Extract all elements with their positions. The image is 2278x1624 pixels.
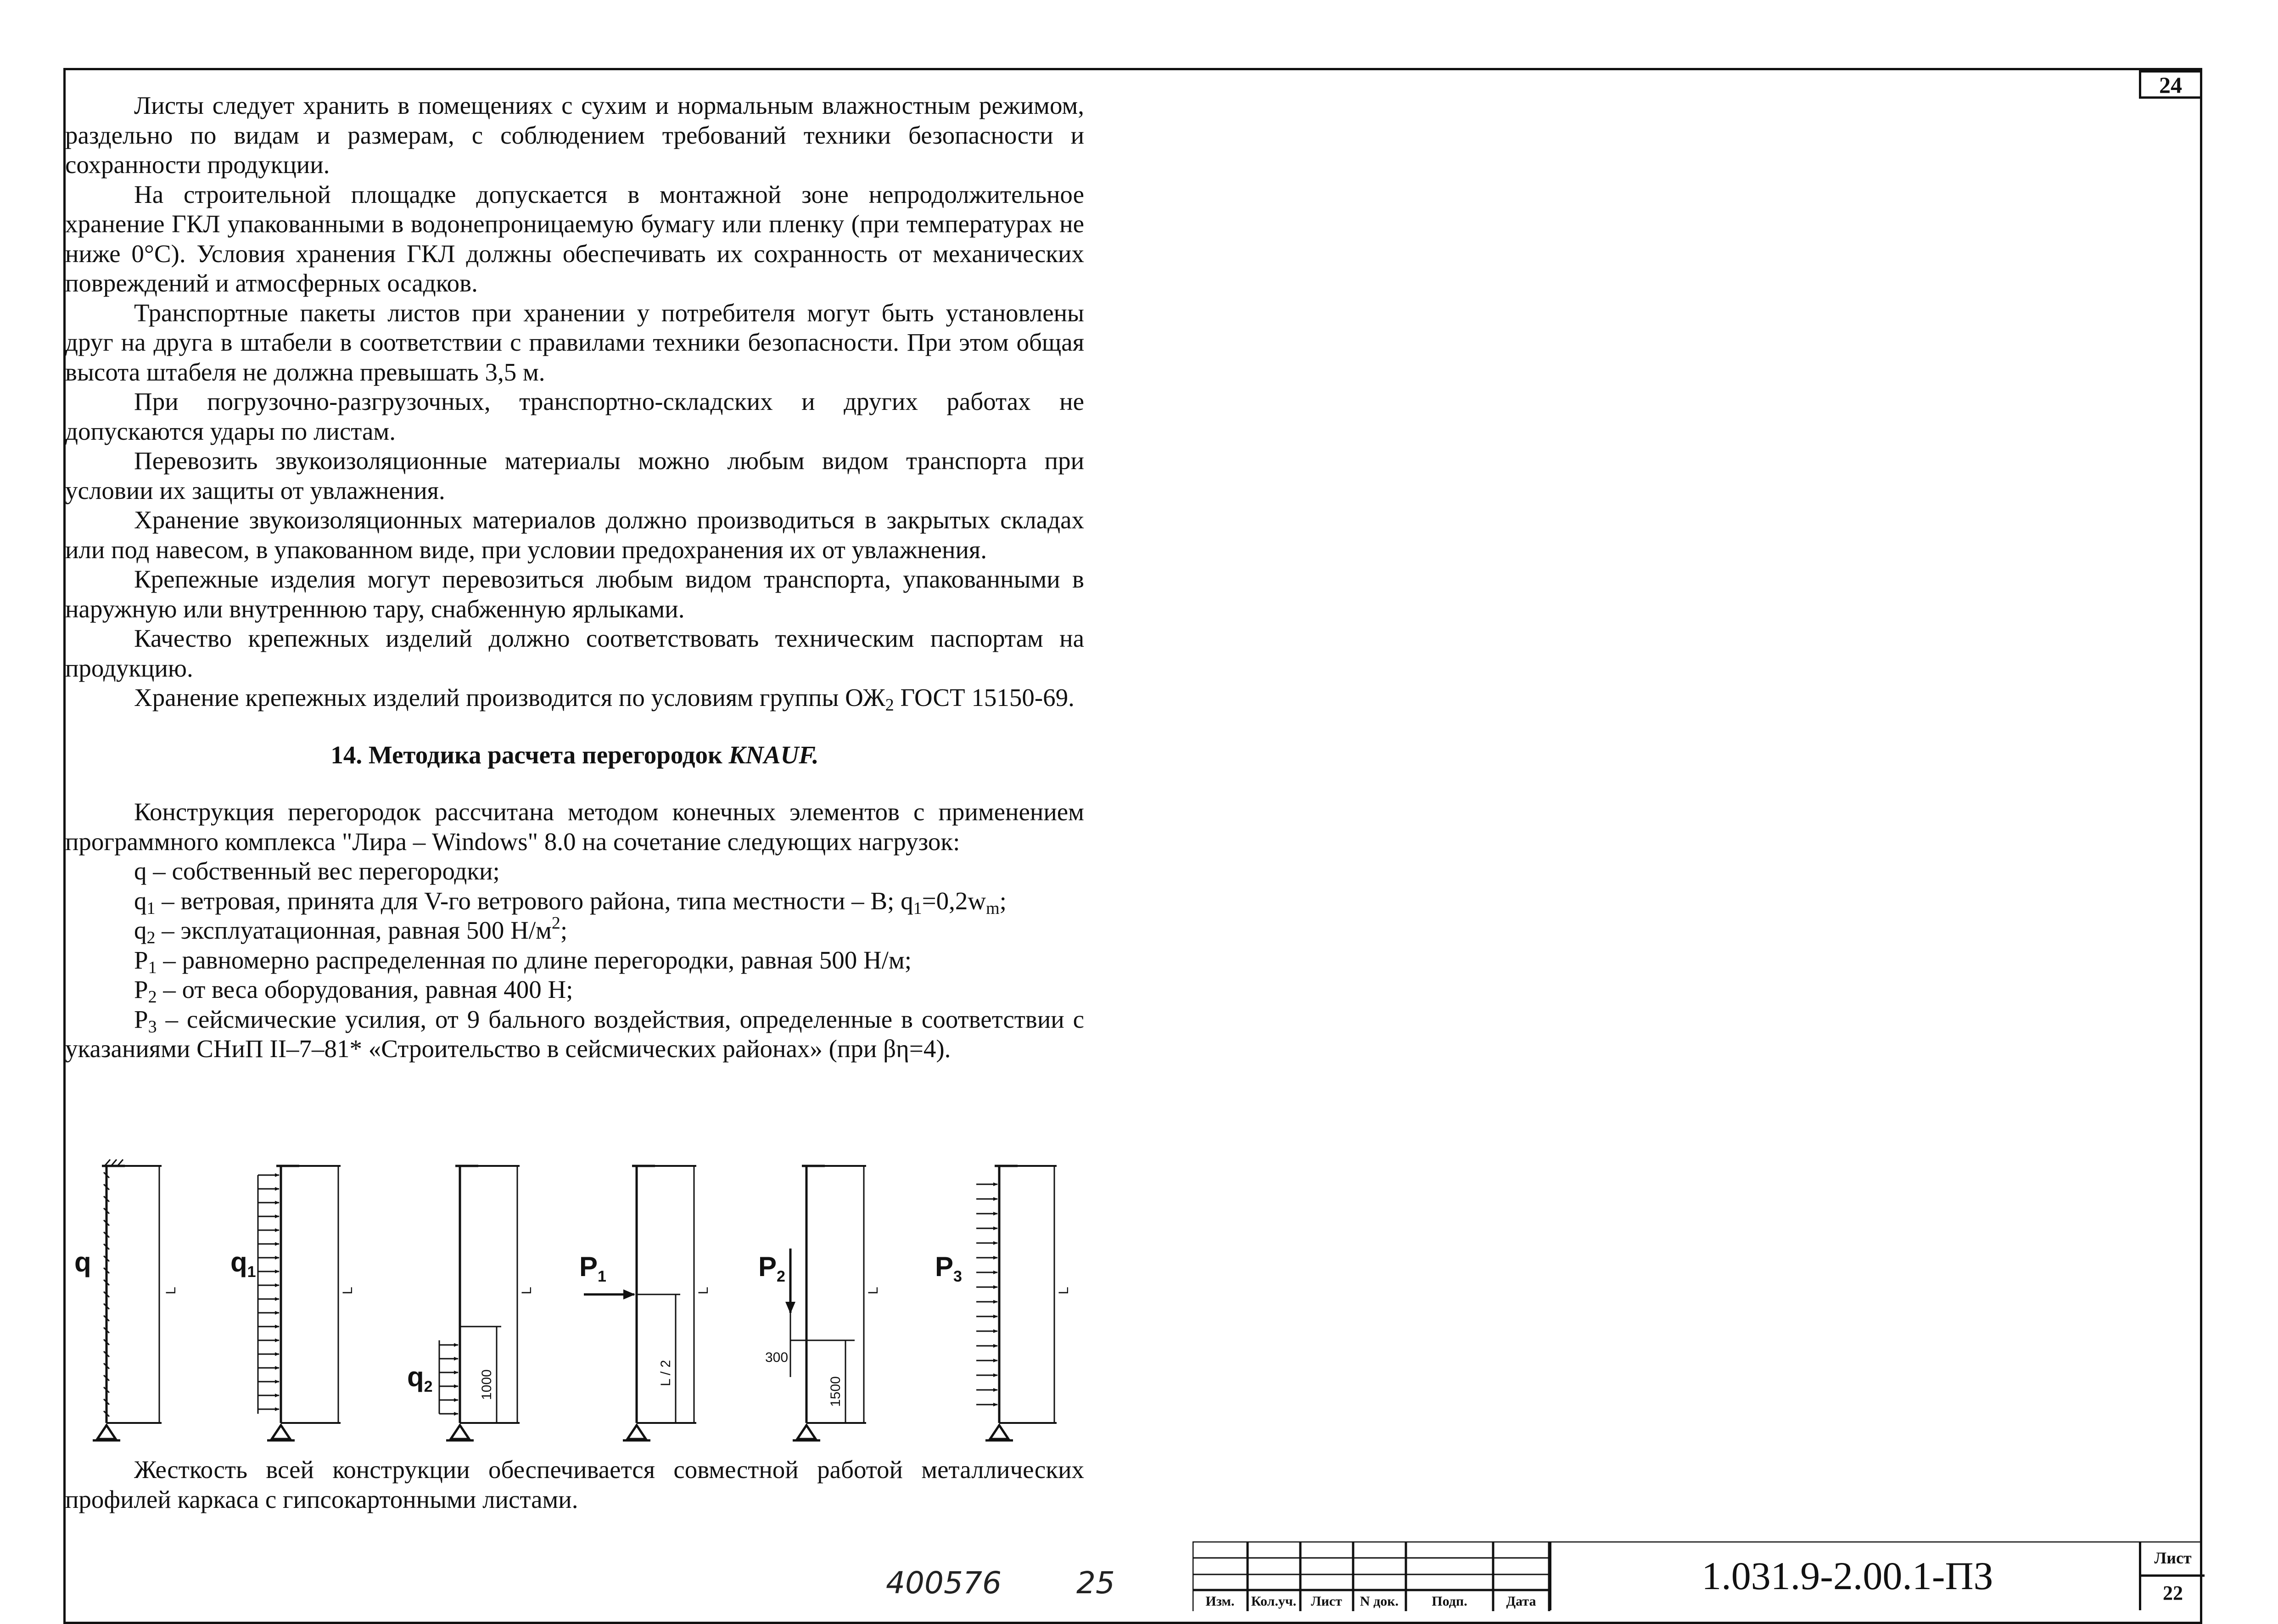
load-p1: $P_1$ – равномерно распределенная по длине перегородки, равная 500 Н/м; [134,946,912,977]
dim-L: L [1056,1287,1071,1294]
paragraph: Листы следует хранить в помещениях с сухим и нормальным влажностным режимом, раздельно по видам и размерам, с соблюдением требований техники безопасности и сохранности продукции. [65,91,1084,179]
sheet-number: 22 [2163,1582,2183,1604]
label-p1: $P_1$ [579,1251,606,1285]
dim-L: L [163,1287,179,1294]
dim-300: 300 [765,1350,789,1365]
load-q: q – собственный вес перегородки; [134,857,500,885]
paragraph: Хранение звукоизоляционных материалов должно производиться в закрытых складах или под навесом, в упакованном виде, при условии предохранения их от увлажнения. [65,506,1084,564]
label-q: q [74,1247,91,1277]
closing-text [65,1455,1084,1514]
load-q1: $q_1$ – ветровая, принята для V-го ветрового района, типа местности – В; $q_1=0,2w_m$; [134,886,1007,918]
label-p2: $P_2$ [758,1251,785,1285]
paragraph: Перевозить звукоизоляционные материалы можно любым видом транспорта при условии их защиты от увлажнения. [65,447,1084,504]
load-schemes-diagram [65,1157,1121,1450]
dim-1000: 1000 [479,1369,494,1400]
document-code: 1.031.9-2.00.1-ПЗ [1549,1541,2144,1610]
paragraph: Жесткость всей конструкции обеспечивается совместной работой металлических профилей каркаса с гипсокартонными листами. [65,1456,1084,1513]
sheet-box [2139,1541,2205,1610]
body-text [65,91,1084,1064]
dim-L: L [340,1287,355,1294]
stamp-col: Изм. [1205,1594,1235,1609]
scheme-p1 [584,1166,696,1440]
handwritten-inventory: 400576 [886,1565,1002,1601]
stamp-col: Дата [1506,1594,1536,1609]
load-q2: $q_2$ – эксплуатационная, равная 500 $Н/м^2$; [134,913,568,947]
scheme-q1 [258,1166,341,1440]
stamp-col: N док. [1360,1594,1399,1609]
stamp-col: Кол.уч. [1251,1594,1297,1609]
section-title: 14. Методика расчета перегородок KNAUF. [330,740,819,769]
paragraph: Качество крепежных изделий должно соответствовать техническим паспортам на продукцию. [65,624,1084,682]
paragraph-method: Конструкция перегородок рассчитана методом конечных элементов с применением программного комплекса "Лира – Windows" 8.0 на сочетание следующих нагрузок: [65,798,1084,856]
load-p2: $P_2$ – от веса оборудования, равная 400 Н; [134,975,573,1007]
load-p3: $P_3$ – сейсмические усилия, от 9 бального воздействия, определенные в соответствии с указаниями СНиП II–7–81* «Строительство в сейсмических районах» (при βη=4). [65,1005,1084,1063]
label-q2: $q_2$ [407,1361,433,1395]
label-q1: $q_1$ [230,1247,256,1281]
paragraph: При погрузочно-разгрузочных, транспортно-складских и других работах не допускаются удары по листам. [65,387,1084,445]
paragraph: Крепежные изделия могут перевозиться любым видом транспорта, упакованными в наружную или внутреннюю тару, снабженную ярлыками. [65,565,1084,623]
stamp-col: Лист [1311,1594,1342,1609]
dim-1500: 1500 [828,1376,843,1407]
label-p3: $P_3$ [935,1251,962,1285]
dim-L-half: L / 2 [658,1360,673,1386]
dim-L: L [866,1287,881,1294]
scheme-p3 [985,1166,1057,1440]
handwritten-number: 25 [1076,1565,1115,1601]
dim-L: L [519,1287,534,1294]
stamp-col: Подп. [1432,1594,1467,1609]
page-number: 24 [2139,70,2202,99]
dim-L: L [696,1287,711,1294]
paragraph: Транспортные пакеты листов при хранении у потребителя могут быть установлены друг на друга в штабели в соответствии с правилами техники безопасности. При этом общая высота штабеля не должна превышать 3,5 м. [65,298,1084,386]
sheet-label: Лист [2141,1541,2205,1577]
paragraph-storage: Хранение крепежных изделий производится по условиям группы $ОЖ_2$ ГОСТ 15150-69. [134,683,1075,715]
scheme-q [93,1159,162,1440]
paragraph: На строительной площадке допускается в монтажной зоне непродолжительное хранение ГКЛ упакованными в водонепроницаемую бумагу или пленку (при температурах не ниже 0°С). Условия хранения ГКЛ должны обеспечивать их сохранность от механических повреждений и атмосферных осадков. [65,180,1084,297]
